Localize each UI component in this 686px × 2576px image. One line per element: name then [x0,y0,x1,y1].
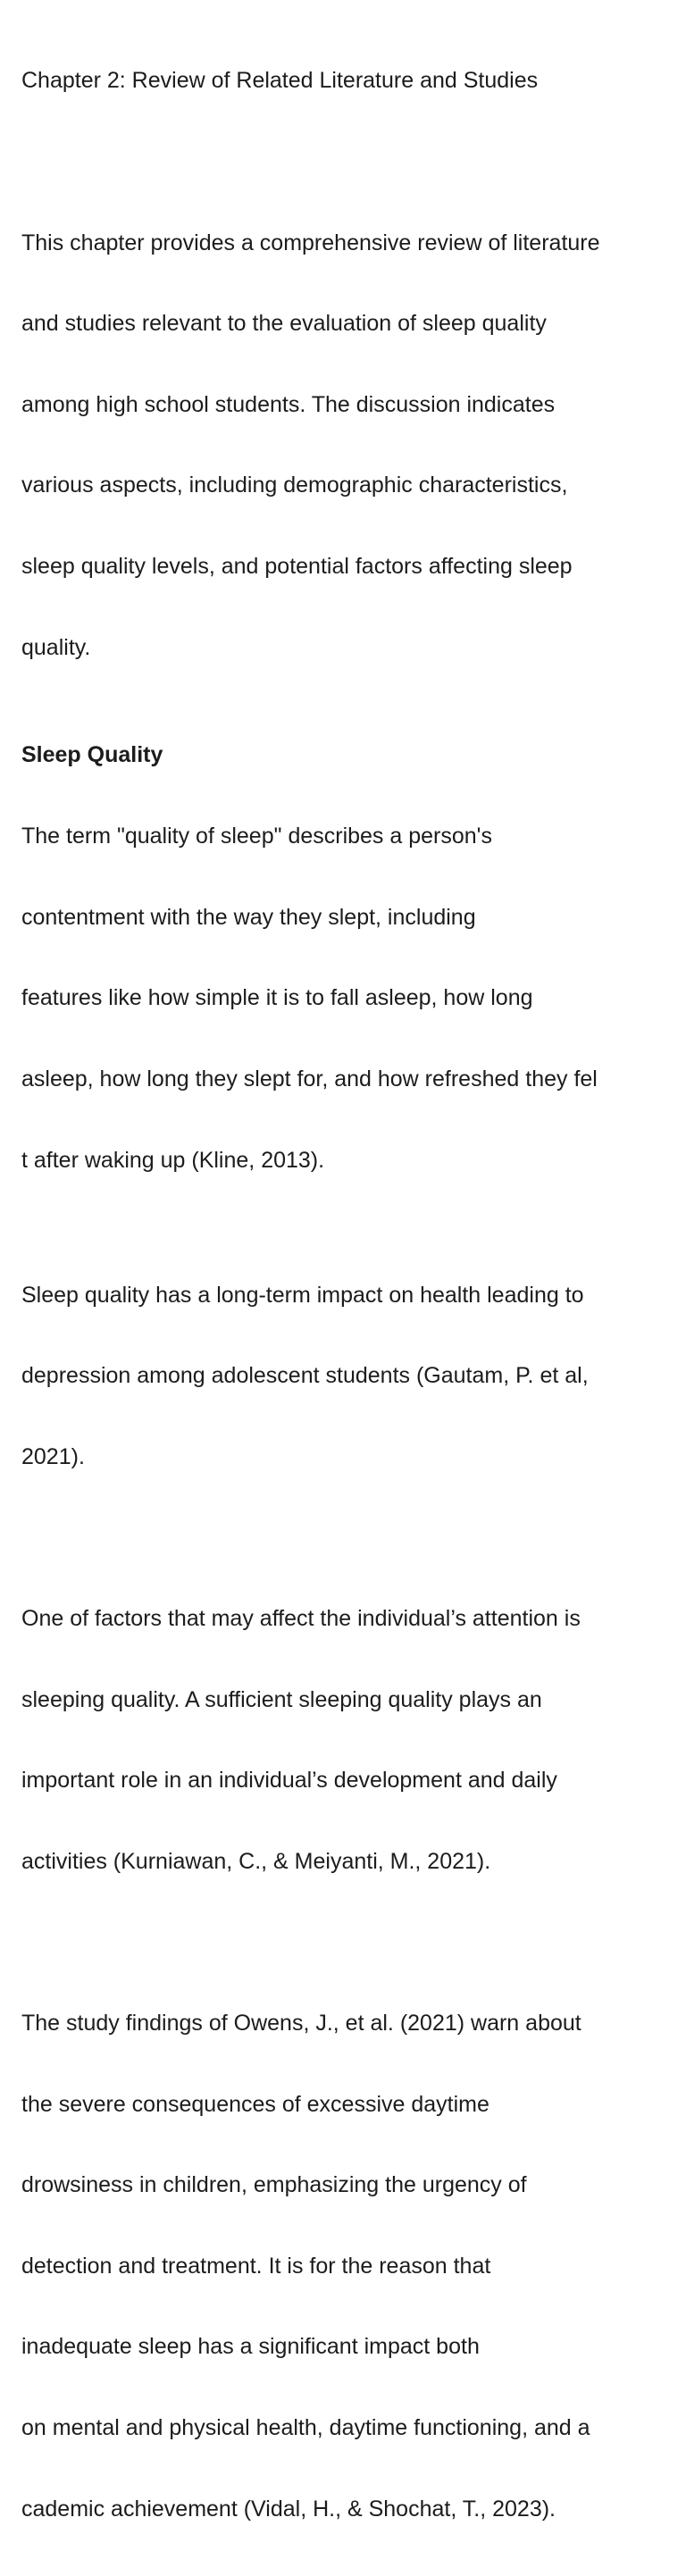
impact-line: 2021). [21,1443,85,1469]
attention-paragraph [21,1551,682,1929]
owens-line: drowsiness in children, emphasizing the urgency of [21,2172,527,2198]
owens-line: The study findings of Owens, J., et al. (2021) warn about [21,2010,581,2036]
attention-line: important role in an individual’s development and daily [21,1768,557,1794]
intro-line: sleep quality levels, and potential factors affecting sleep [21,554,573,580]
section-heading: Sleep Quality [21,742,163,768]
chapter-title: Chapter 2: Review of Related Literature and Studies [21,68,539,94]
impact-line: depression among adolescent students (Gautam, P. et al, [21,1363,589,1389]
owens-paragraph [21,1956,682,2576]
impact-line: Sleep quality has a long-term impact on health leading to [21,1282,584,1308]
intro-paragraph [21,175,682,715]
definition-paragraph [21,769,682,1227]
attention-line: sleeping quality. A sufficient sleeping quality plays an [21,1686,542,1712]
owens-line: inadequate sleep has a significant impact both [21,2334,480,2360]
definition-line: asleep, how long they slept for, and how refreshed they fel [21,1066,598,1091]
owens-line: detection and treatment. It is for the reason that [21,2253,491,2279]
impact-paragraph [21,1227,682,1524]
owens-line: on mental and physical health, daytime functioning, and a [21,2415,590,2441]
definition-line: features like how simple it is to fall asleep, how long [21,985,533,1011]
owens-line: cademic achievement (Vidal, H., & Shochat, T., 2023). [21,2496,556,2522]
definition-line: The term "quality of sleep" describes a person's [21,824,492,849]
attention-line: One of factors that may affect the individual’s attention is [21,1605,581,1631]
intro-line: various aspects, including demographic characteristics, [21,473,568,498]
intro-line: quality. [21,634,91,660]
intro-line: among high school students. The discussion indicates [21,391,556,417]
definition-line: contentment with the way they slept, including [21,904,476,930]
owens-line: the severe consequences of excessive daytime [21,2091,489,2117]
definition-line: t after waking up (Kline, 2013). [21,1147,325,1173]
intro-line: This chapter provides a comprehensive review of literature [21,230,600,255]
attention-line: activities (Kurniawan, C., & Meiyanti, M., 2021). [21,1848,491,1874]
intro-line: and studies relevant to the evaluation of sleep quality [21,311,547,337]
document-body [21,13,682,2576]
